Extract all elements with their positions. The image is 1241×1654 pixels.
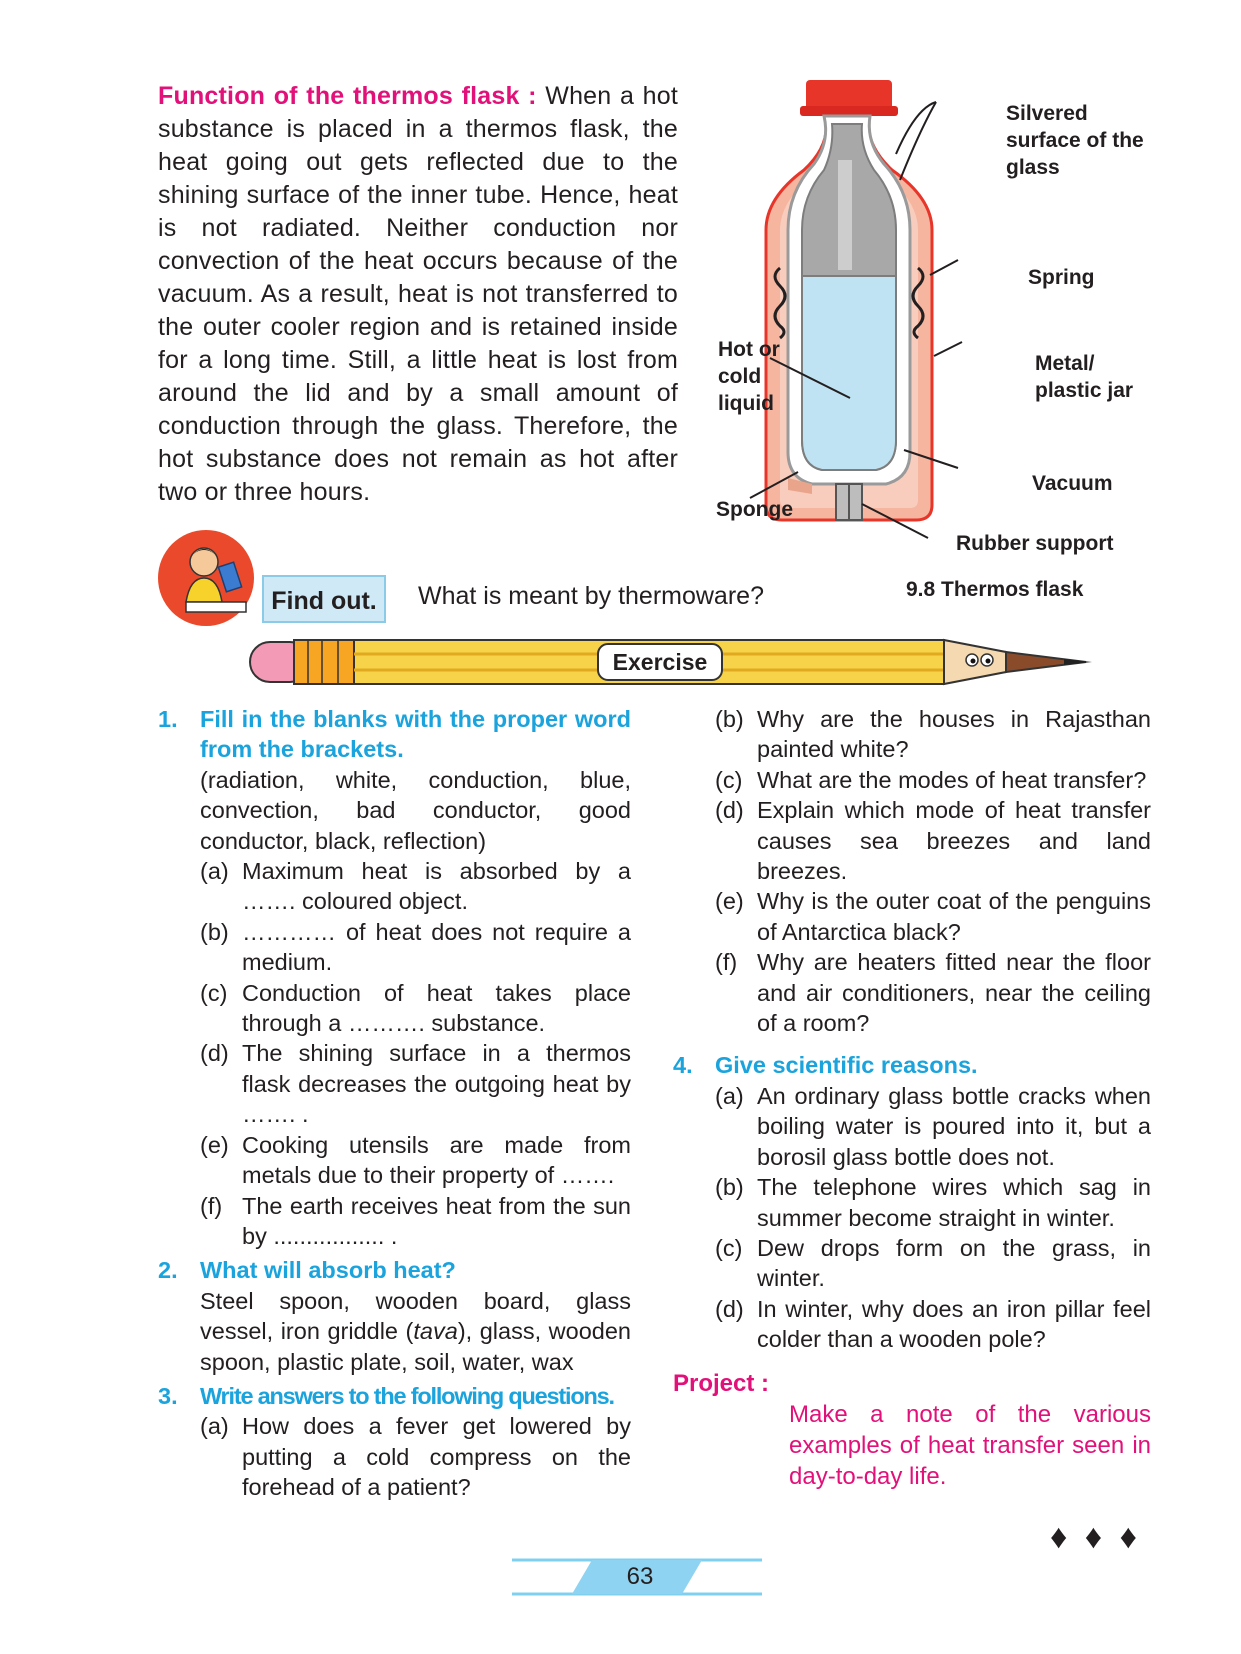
q3-item-tag: (f): [715, 949, 738, 976]
page-number: 63: [626, 1563, 654, 1590]
label-spring: Spring: [1028, 266, 1095, 289]
q2-text-part: ), glass, wooden spoon, plastic plate, soil, water, wax: [200, 1318, 631, 1375]
project-heading: Project :: [673, 1369, 770, 1397]
q1-item-tag: (c): [200, 979, 228, 1006]
label-silvered-line1: Silvered: [1006, 102, 1088, 125]
question-2-number: 2.: [158, 1257, 178, 1284]
question-2-heading: What will absorb heat?: [200, 1257, 456, 1284]
q4-item-text: In winter, why does an iron pillar feel colder than a wooden pole?: [757, 1295, 1151, 1353]
question-4-number: 4.: [673, 1052, 693, 1079]
project-text: Make a note of the various examples of heat transfer seen in day-to-day life.: [789, 1400, 1151, 1490]
q1-item: [200, 1191, 631, 1252]
q4-item: [715, 1081, 1151, 1172]
q1-item-tag: (b): [200, 918, 229, 945]
q3-continued: [673, 704, 1151, 1038]
q1-item-tag: (a): [200, 858, 229, 885]
reading-boy-icon: [156, 528, 266, 628]
q1-item-text: Maximum heat is absorbed by a ……. coloured object.: [242, 858, 631, 915]
intro-text: When a hot substance is placed in a thermos flask, the heat going out gets reflected due to the shining surface of the inner tube. Hence, heat is not radiated. Neither conduction nor convection of the heat occurs because of the vacuum. As a result, heat is not transferred to the outer cooler region and is retained inside for a long time. Still, a little heat is lost from around the lid and by a small amount of conduction through the glass. Therefore, the hot substance does not remain as hot after two or three hours.: [158, 82, 678, 506]
label-liquid-line1: Hot or: [718, 338, 780, 361]
label-liquid-line2: cold: [718, 365, 762, 388]
q3-item-text: How does a fever get lowered by putting a cold compress on the forehead of a patient?: [242, 1413, 631, 1501]
project-section: [673, 1369, 1151, 1492]
label-jar-line1: Metal/: [1035, 352, 1095, 375]
q1-item: [200, 978, 631, 1039]
label-liquid-line3: liquid: [718, 392, 774, 415]
question-1: [158, 704, 631, 1251]
q3-item-text: Why is the outer coat of the penguins of Antarctica black?: [757, 888, 1151, 945]
q3-item-tag: (a): [200, 1413, 229, 1440]
question-3-number: 3.: [158, 1382, 178, 1409]
q1-item: [200, 1130, 631, 1191]
label-silvered: [1006, 100, 1144, 181]
question-1-options: (radiation, white, conduction, blue, convection, bad conductor, good conductor, black, reflection): [200, 766, 631, 854]
q1-item-text: Conduction of heat takes place through a ………. substance.: [242, 979, 631, 1037]
q3-item-tag: (e): [715, 888, 744, 915]
q4-item-text: An ordinary glass bottle cracks when boiling water is poured into it, but a borosil glass bottle does not.: [757, 1082, 1151, 1170]
q1-item-text: The earth receives heat from the sun by ................. .: [242, 1192, 631, 1249]
q1-item-text: ………… of heat does not require a medium.: [242, 918, 631, 976]
cap: [806, 80, 892, 110]
intro-heading: Function of the thermos flask :: [158, 82, 537, 110]
q2-text-italic: tava: [413, 1318, 458, 1345]
find-out-label: Find out.: [262, 575, 386, 623]
q3-item: [715, 947, 1151, 1038]
q3-item-tag: (c): [715, 766, 743, 793]
label-sponge: Sponge: [716, 498, 793, 521]
q3-item-tag: (b): [715, 706, 744, 732]
question-3-heading: Write answers to the following questions.: [200, 1382, 614, 1409]
q1-item: [200, 1038, 631, 1129]
q4-item-tag: (d): [715, 1295, 744, 1322]
q1-item-tag: (d): [200, 1040, 229, 1067]
question-1-heading: Fill in the blanks with the proper word from the brackets.: [200, 706, 631, 763]
find-out-question: What is meant by thermoware?: [418, 582, 764, 610]
q1-item-text: The shining surface in a thermos flask decreases the outgoing heat by ……. .: [242, 1040, 631, 1128]
exercise-title: Exercise: [612, 649, 708, 675]
question-1-number: 1.: [158, 706, 178, 732]
q1-item-text: Cooking utensils are made from metals due to their property of …….: [242, 1131, 631, 1189]
q4-item-text: The telephone wires which sag in summer become straight in winter.: [757, 1174, 1151, 1231]
question-3: [158, 1381, 631, 1503]
q1-item: [200, 917, 631, 978]
label-silvered-line3: glass: [1006, 156, 1060, 179]
question-4-heading: Give scientific reasons.: [715, 1052, 978, 1079]
q1-item-tag: (f): [200, 1192, 223, 1219]
q4-item-tag: (c): [715, 1234, 743, 1261]
q4-item: [715, 1233, 1151, 1294]
label-vacuum: Vacuum: [1032, 472, 1113, 495]
q3-item: [715, 704, 1151, 765]
q3-item: [715, 765, 1151, 795]
question-4: [673, 1050, 1151, 1354]
label-jar: [1035, 350, 1133, 404]
figure-caption: 9.8 Thermos flask: [906, 578, 1084, 601]
q3-item-text: Why are the houses in Rajasthan painted white?: [757, 706, 1151, 763]
label-jar-line2: plastic jar: [1035, 379, 1134, 402]
question-2-text: [200, 1286, 631, 1377]
intro-paragraph: [158, 80, 678, 509]
q1-item: [200, 856, 631, 917]
q4-item-tag: (a): [715, 1082, 744, 1109]
q3-item-tag: (d): [715, 797, 744, 824]
end-mark: ♦ ♦ ♦: [1050, 1518, 1141, 1556]
q4-item-tag: (b): [715, 1174, 744, 1201]
q3-item-text: Explain which mode of heat transfer causes sea breezes and land breezes.: [757, 797, 1151, 885]
q3-item: [200, 1411, 631, 1502]
label-liquid: [718, 336, 780, 417]
question-2: [158, 1255, 631, 1377]
exercise-left-column: [158, 704, 631, 1507]
q4-item-text: Dew drops form on the grass, in winter.: [757, 1234, 1151, 1292]
label-silvered-line2: surface of the: [1006, 129, 1144, 152]
q4-item: [715, 1294, 1151, 1355]
q2-text-part: Steel spoon, wooden board, glass vessel, iron griddle (: [200, 1287, 631, 1345]
q3-item-text: What are the modes of heat transfer?: [757, 766, 1147, 793]
exercise-right-column: [673, 704, 1151, 1492]
q3-item: [715, 795, 1151, 886]
q3-item-text: Why are heaters fitted near the floor and air conditioners, near the ceiling of a room?: [757, 949, 1151, 1037]
label-rubber-support: Rubber support: [956, 532, 1114, 555]
q1-item-tag: (e): [200, 1131, 229, 1158]
q4-item: [715, 1172, 1151, 1233]
q3-item: [715, 886, 1151, 947]
